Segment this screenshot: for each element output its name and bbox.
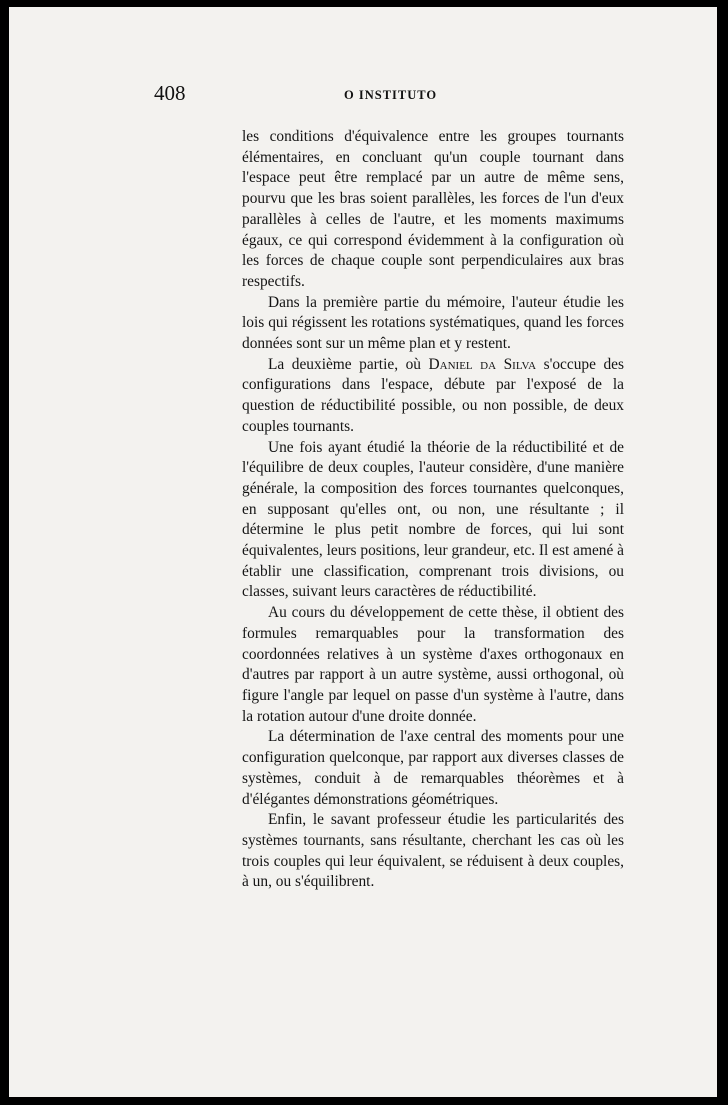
text-run: s'occupe des configurations dans l'espace, débute par l'exposé de la question de réductibilité possible, ou non possible, de deux couples tournants. [242,355,624,435]
paragraph-continuation: les conditions d'équivalence entre les groupes tournants élémentaires, en concluant qu'un couple tournant dans l'espace peut être remplacé par un autre de même sens, pourvu que les bras soient parallèles, les forces de l'un d'eux parallèles à celles de l'autre, et les moments maximums égaux, ce qui correspond évidemment à la configuration où les forces de chaque couple sont perpendiculaires aux bras respectifs. [242,128,624,290]
paragraph: Une fois ayant étudié la théorie de la réductibilité et de l'équilibre de deux couples, l'auteur considère, d'une manière générale, la composition des forces tournantes quelconques, en supposant qu'elles ont, ou non, une résultante ; il détermine le plus petit nombre de forces, qui lui sont équivalentes, leurs positions, leur grandeur, etc. Il est amené à établir une classification, comprenant trois divisions, ou classes, suivant leurs caractères de réductibilité. [242,438,624,601]
paragraph: Au cours du développement de cette thèse, il obtient des formules remarquables pour la transformation des coordonnées relatives à un système d'axes orthogonaux en d'autres par rapport à un autre système, aussi orthogonal, où figure l'angle par lequel on passe d'un système à l'autre, dans la rotation autour d'une droite donnée. [242,604,624,725]
paragraph: La détermination de l'axe central des moments pour une configuration quelconque, par rapport aux diverses classes de systèmes, conduit à de remarquables théorèmes et à d'élégantes démonstrations géométriques. [242,728,624,808]
body-text [242,127,624,893]
book-page [9,7,717,1097]
paragraph [242,355,624,438]
page-header [9,81,717,111]
text-run: La deuxième partie, où [268,355,429,373]
author-name: Daniel da Silva [428,355,537,373]
page-number: 408 [154,81,186,105]
paragraph: Enfin, le savant professeur étudie les particularités des systèmes tournants, sans résultante, cherchant les cas où les trois couples qui leur équivalent, se réduisent à deux couples, à un, ou s'équilibrent. [242,811,624,891]
running-head: O INSTITUTO [344,88,438,102]
paragraph: Dans la première partie du mémoire, l'auteur étudie les lois qui régissent les rotations systématiques, quand les forces données sont sur un même plan et y restent. [242,293,624,353]
